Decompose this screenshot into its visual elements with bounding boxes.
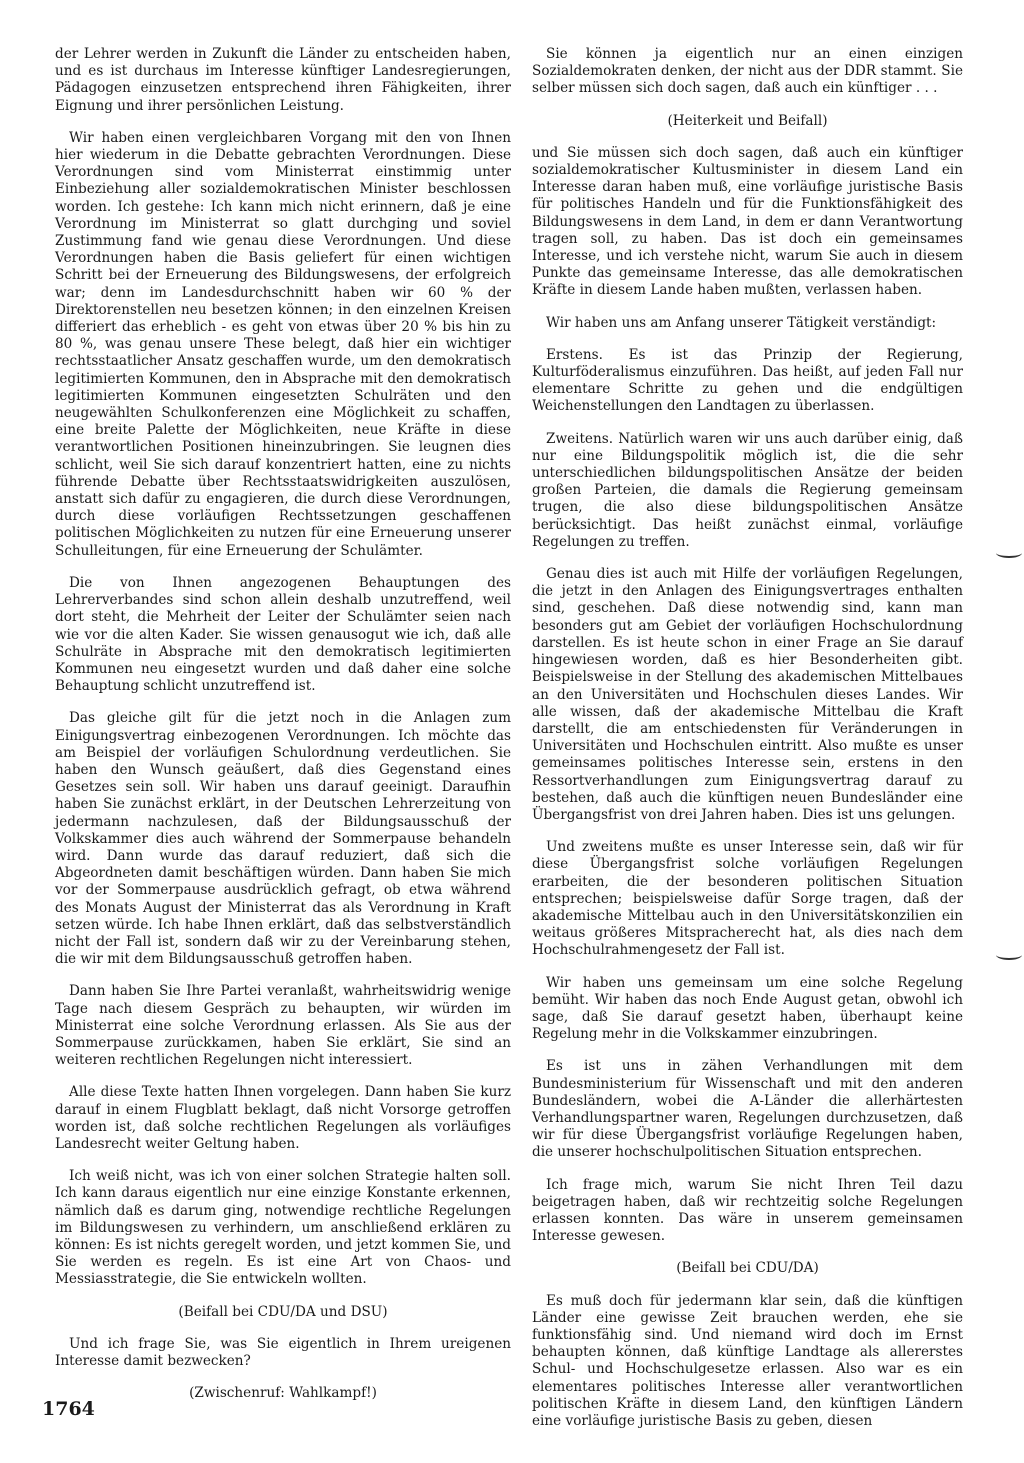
- right-column: [532, 46, 963, 1445]
- paragraph: und Sie müssen sich doch sagen, daß auch ein künftiger sozialdemokratischer Kultusminister in diesem Land ein Interesse daran haben muß, eine vorläufige juristische Basis für politisches Handeln und für die Funktionsfähigkeit des Bildungswesens in dem Land, in dem er dann Verantwortung tragen soll, zu haben. Das ist doch ein gemeinsames Interesse, und ich verstehe nicht, warum Sie auch in diesem Punkte das gemeinsame Interesse, das alle demokratischen Kräfte in diesem Lande haben mußten, verlassen haben.: [532, 144, 963, 299]
- margin-mark: [996, 950, 1022, 960]
- paragraph: Und ich frage Sie, was Sie eigentlich in Ihrem ureigenen Interesse damit bezwecken?: [55, 1335, 511, 1370]
- paragraph: Es ist uns in zähen Verhandlungen mit dem Bundesministerium für Wissenschaft und mit den anderen Bundesländern, wobei die A-Länder die allerhärtesten Verhandlungspartner waren, Regelungen durchzusetzen, daß wir für diese Übergangsfrist vorläufige Regelungen haben, die unserer hochschulpolitischen Situation entsprechen.: [532, 1058, 963, 1161]
- paragraph: Ich weiß nicht, was ich von einer solchen Strategie halten soll. Ich kann daraus eigentlich nur eine einzige Konstante erkennen, nämlich daß es darum ging, notwendige rechtliche Regelungen im Bildungswesen zu verhindern, um anschließend erklären zu können: Es ist nichts geregelt worden, und jetzt kommen Sie, und Sie werden es regeln. Es ist eine Art von Chaos- und Messiasstrategie, die Sie entwickeln wollten.: [55, 1168, 511, 1288]
- paragraph: Dann haben Sie Ihre Partei veranlaßt, wahrheitswidrig wenige Tage nach diesem Gespräch zu behaupten, wir würden im Ministerrat eine solche Verordnung erlassen. Als Sie aus der Sommerpause zurückkamen, haben Sie erklärt, Sie sind an weiteren rechtlichen Regelungen nicht interessiert.: [55, 983, 511, 1069]
- page-number: 1764: [42, 1398, 95, 1420]
- interjection: (Heiterkeit und Beifall): [667, 112, 828, 129]
- interjection: (Beifall bei CDU/DA): [676, 1260, 819, 1277]
- paragraph: Wir haben einen vergleichbaren Vorgang mit den von Ihnen hier wiederum in die Debatte gebrachten Verordnungen. Diese Verordnungen sind vom Ministerrat einstimmig unter Einbeziehung aller sozialdemokratischen Minister beschlossen worden. Ich gestehe: Ich kann mich nicht erinnern, daß je eine Verordnung im Ministerrat so glatt durchging und soviel Zustimmung fand wie genau diese Verordnungen. Und diese Verordnungen haben die Basis geliefert für einen wichtigen Schritt bei der Erneuerung des Bildungswesens, der erfolgreich war; denn im Landesdurchschnitt haben wir 60 % der Direktorenstellen neu besetzen können; in den einzelnen Kreisen differiert das erheblich - es geht von etwas über 20 % bis hin zu 80 %, was genau unsere These belegt, daß hier ein wichtiger rechtsstaatlicher Ansatz geschaffen wurde, um den demokratisch legitimierten Kommunen, den in Absprache mit den demokratisch legitimierten Kommunen eingesetzten Schulräten und den neugewählten Schulkonferenzen eine Möglichkeit zu schaffen, eine breite Palette der Möglichkeiten, neue Kräfte in diese verantwortlichen Positionen hineinzubringen. Sie leugnen dies schlicht, weil Sie sich darauf konzentriert hatten, eine zu nichts führende Debatte über Rechtsstaatswidrigkeiten auszulösen, anstatt sich dafür zu engagieren, die durch diese Verordnungen, durch diese vorläufigen Rechtssetzungen geschaffenen politischen Möglichkeiten zu nutzen für eine Erneuerung unserer Schulleitungen, für eine Erneuerung der Schulämter.: [55, 129, 511, 559]
- paragraph: Erstens. Es ist das Prinzip der Regierung, Kulturföderalismus einzuführen. Das heißt, auf jeden Fall nur elementare Schritte zu gehen und die endgültigen Weichenstellungen den Landtagen zu überlassen.: [532, 346, 963, 415]
- paragraph: Ich frage mich, warum Sie nicht Ihren Teil dazu beigetragen haben, daß wir rechtzeitig solche Regelungen erlassen konnten. Das wäre in unserem gemeinsamen Interesse gewesen.: [532, 1176, 963, 1245]
- paragraph: Zweitens. Natürlich waren wir uns auch darüber einig, daß nur eine Bildungspolitik möglich ist, die die sehr unterschiedlichen bildungspolitischen Ansätze der beiden großen Parteien, die damals die Regierung gemeinsam trugen, die also diese bildungspolitischen Ansätze berücksichtigt. Das heißt zunächst einmal, vorläufige Regelungen zu treffen.: [532, 430, 963, 550]
- interjection: (Beifall bei CDU/DA und DSU): [178, 1303, 388, 1320]
- paragraph: Genau dies ist auch mit Hilfe der vorläufigen Regelungen, die jetzt in den Anlagen des Einigungsvertrages enthalten sind, geschehen. Daß diese notwendig sind, kann man besonders gut am Gebiet der vorläufigen Hochschulordnung darstellen. Es ist heute schon in einer Frage an Sie darauf hingewiesen worden, daß es hier Besonderheiten gibt. Beispielsweise in der Stellung des akademischen Mittelbaues an den Universitäten und Hochschulen dieses Landes. Wir alle wissen, daß der akademische Mittelbau die Kraft darstellt, die am entschiedensten für Veränderungen in Universitäten und Hochschulen eintritt. Also mußte es unser gemeinsames politisches Interesse sein, erstens in den Ressortverhandlungen zum Einigungsvertrag darauf zu bestehen, daß auch die künftigen neuen Bundesländer eine Übergangsfrist von drei Jahren haben. Dies ist uns gelungen.: [532, 566, 963, 823]
- paragraph: der Lehrer werden in Zukunft die Länder zu entscheiden haben, und es ist durchaus im Interesse künftiger Landesregierungen, Pädagogen einzusetzen entsprechend ihren Fähigkeiten, ihrer Eignung und ihrer persönlichen Leistung.: [55, 46, 511, 114]
- interjection: (Zwischenruf: Wahlkampf!): [189, 1385, 377, 1402]
- paragraph: Wir haben uns gemeinsam um eine solche Regelung bemüht. Wir haben das noch Ende August getan, obwohl ich sage, daß Sie darauf gesetzt haben, überhaupt keine Regelung mehr in die Volkskammer einzubringen.: [532, 974, 963, 1043]
- paragraph: Das gleiche gilt für die jetzt noch in die Anlagen zum Einigungsvertrag einbezogenen Verordnungen. Ich möchte das am Beispiel der vorläufigen Schulordnung verdeutlichen. Sie haben den Wunsch geäußert, daß dies Gegenstand eines Gesetzes sein soll. Wir haben uns darauf geeinigt. Daraufhin haben Sie zunächst erklärt, in der Deutschen Lehrerzeitung von jedermann nachzulesen, daß der Bildungsausschuß der Volkskammer dies auch während der Sommerpause behandeln wird. Dann wurde das darauf reduziert, daß sich die Abgeordneten damit beschäftigen würden. Dann haben Sie mich vor der Sommerpause ausdrücklich gefragt, ob etwa während des Monats August der Ministerrat das als Verordnung in Kraft setzen würde. Ich habe Ihnen erklärt, daß das selbstverständlich nicht der Fall ist, sondern daß wir zu der Vereinbarung stehen, die wir mit dem Bildungsausschuß getroffen haben.: [55, 710, 511, 968]
- paragraph: Sie können ja eigentlich nur an einen einzigen Sozialdemokraten denken, der nicht aus der DDR stammt. Sie selber müssen sich doch sagen, daß auch ein künftiger . . .: [532, 46, 963, 97]
- paragraph: Es muß doch für jedermann klar sein, daß die künftigen Länder eine gewisse Zeit brauchen werden, ehe sie funktionsfähig sind. Und niemand wird doch im Ernst behaupten können, daß künftige Landtage als allererstes Schul- und Hochschulgesetze erlassen. Also war es ein elementares politisches Interesse aller verantwortlichen politischen Kräfte in diesem Land, den künftigen Ländern eine vorläufige juristische Basis zu geben, diesen: [532, 1292, 963, 1430]
- paragraph: Die von Ihnen angezogenen Behauptungen des Lehrerverbandes sind schon allein deshalb unzutreffend, weil dort steht, die Mehrheit der Leiter der Schulämter seien nach wie vor die alten Kader. Sie wissen genausogut wie ich, daß alle Schulräte in Absprache mit den demokratisch legitimierten Kommunen neu eingesetzt wurden und daß daher eine solche Behauptung schlicht unzutreffend ist.: [55, 574, 511, 695]
- left-column: [55, 46, 511, 1417]
- paragraph: Und zweitens mußte es unser Interesse sein, daß wir für diese Übergangsfrist solche vorläufigen Regelungen erarbeiten, die der besonderen politischen Situation entsprechen; beispielsweise dafür Sorge tragen, daß der akademische Mittelbau auch in den Universitätskonzilien ein weitaus größeres Mitspracherecht hat, als dies nach dem Hochschulrahmengesetz der Fall ist.: [532, 839, 963, 959]
- paragraph: Wir haben uns am Anfang unserer Tätigkeit verständigt:: [546, 314, 937, 331]
- margin-mark: [996, 548, 1022, 558]
- paragraph: Alle diese Texte hatten Ihnen vorgelegen. Dann haben Sie kurz darauf in einem Flugblatt beklagt, daß nicht Vorsorge getroffen worden ist, daß solche rechtlichen Regelungen als vorläufiges Landesrecht weiter Geltung haben.: [55, 1084, 511, 1152]
